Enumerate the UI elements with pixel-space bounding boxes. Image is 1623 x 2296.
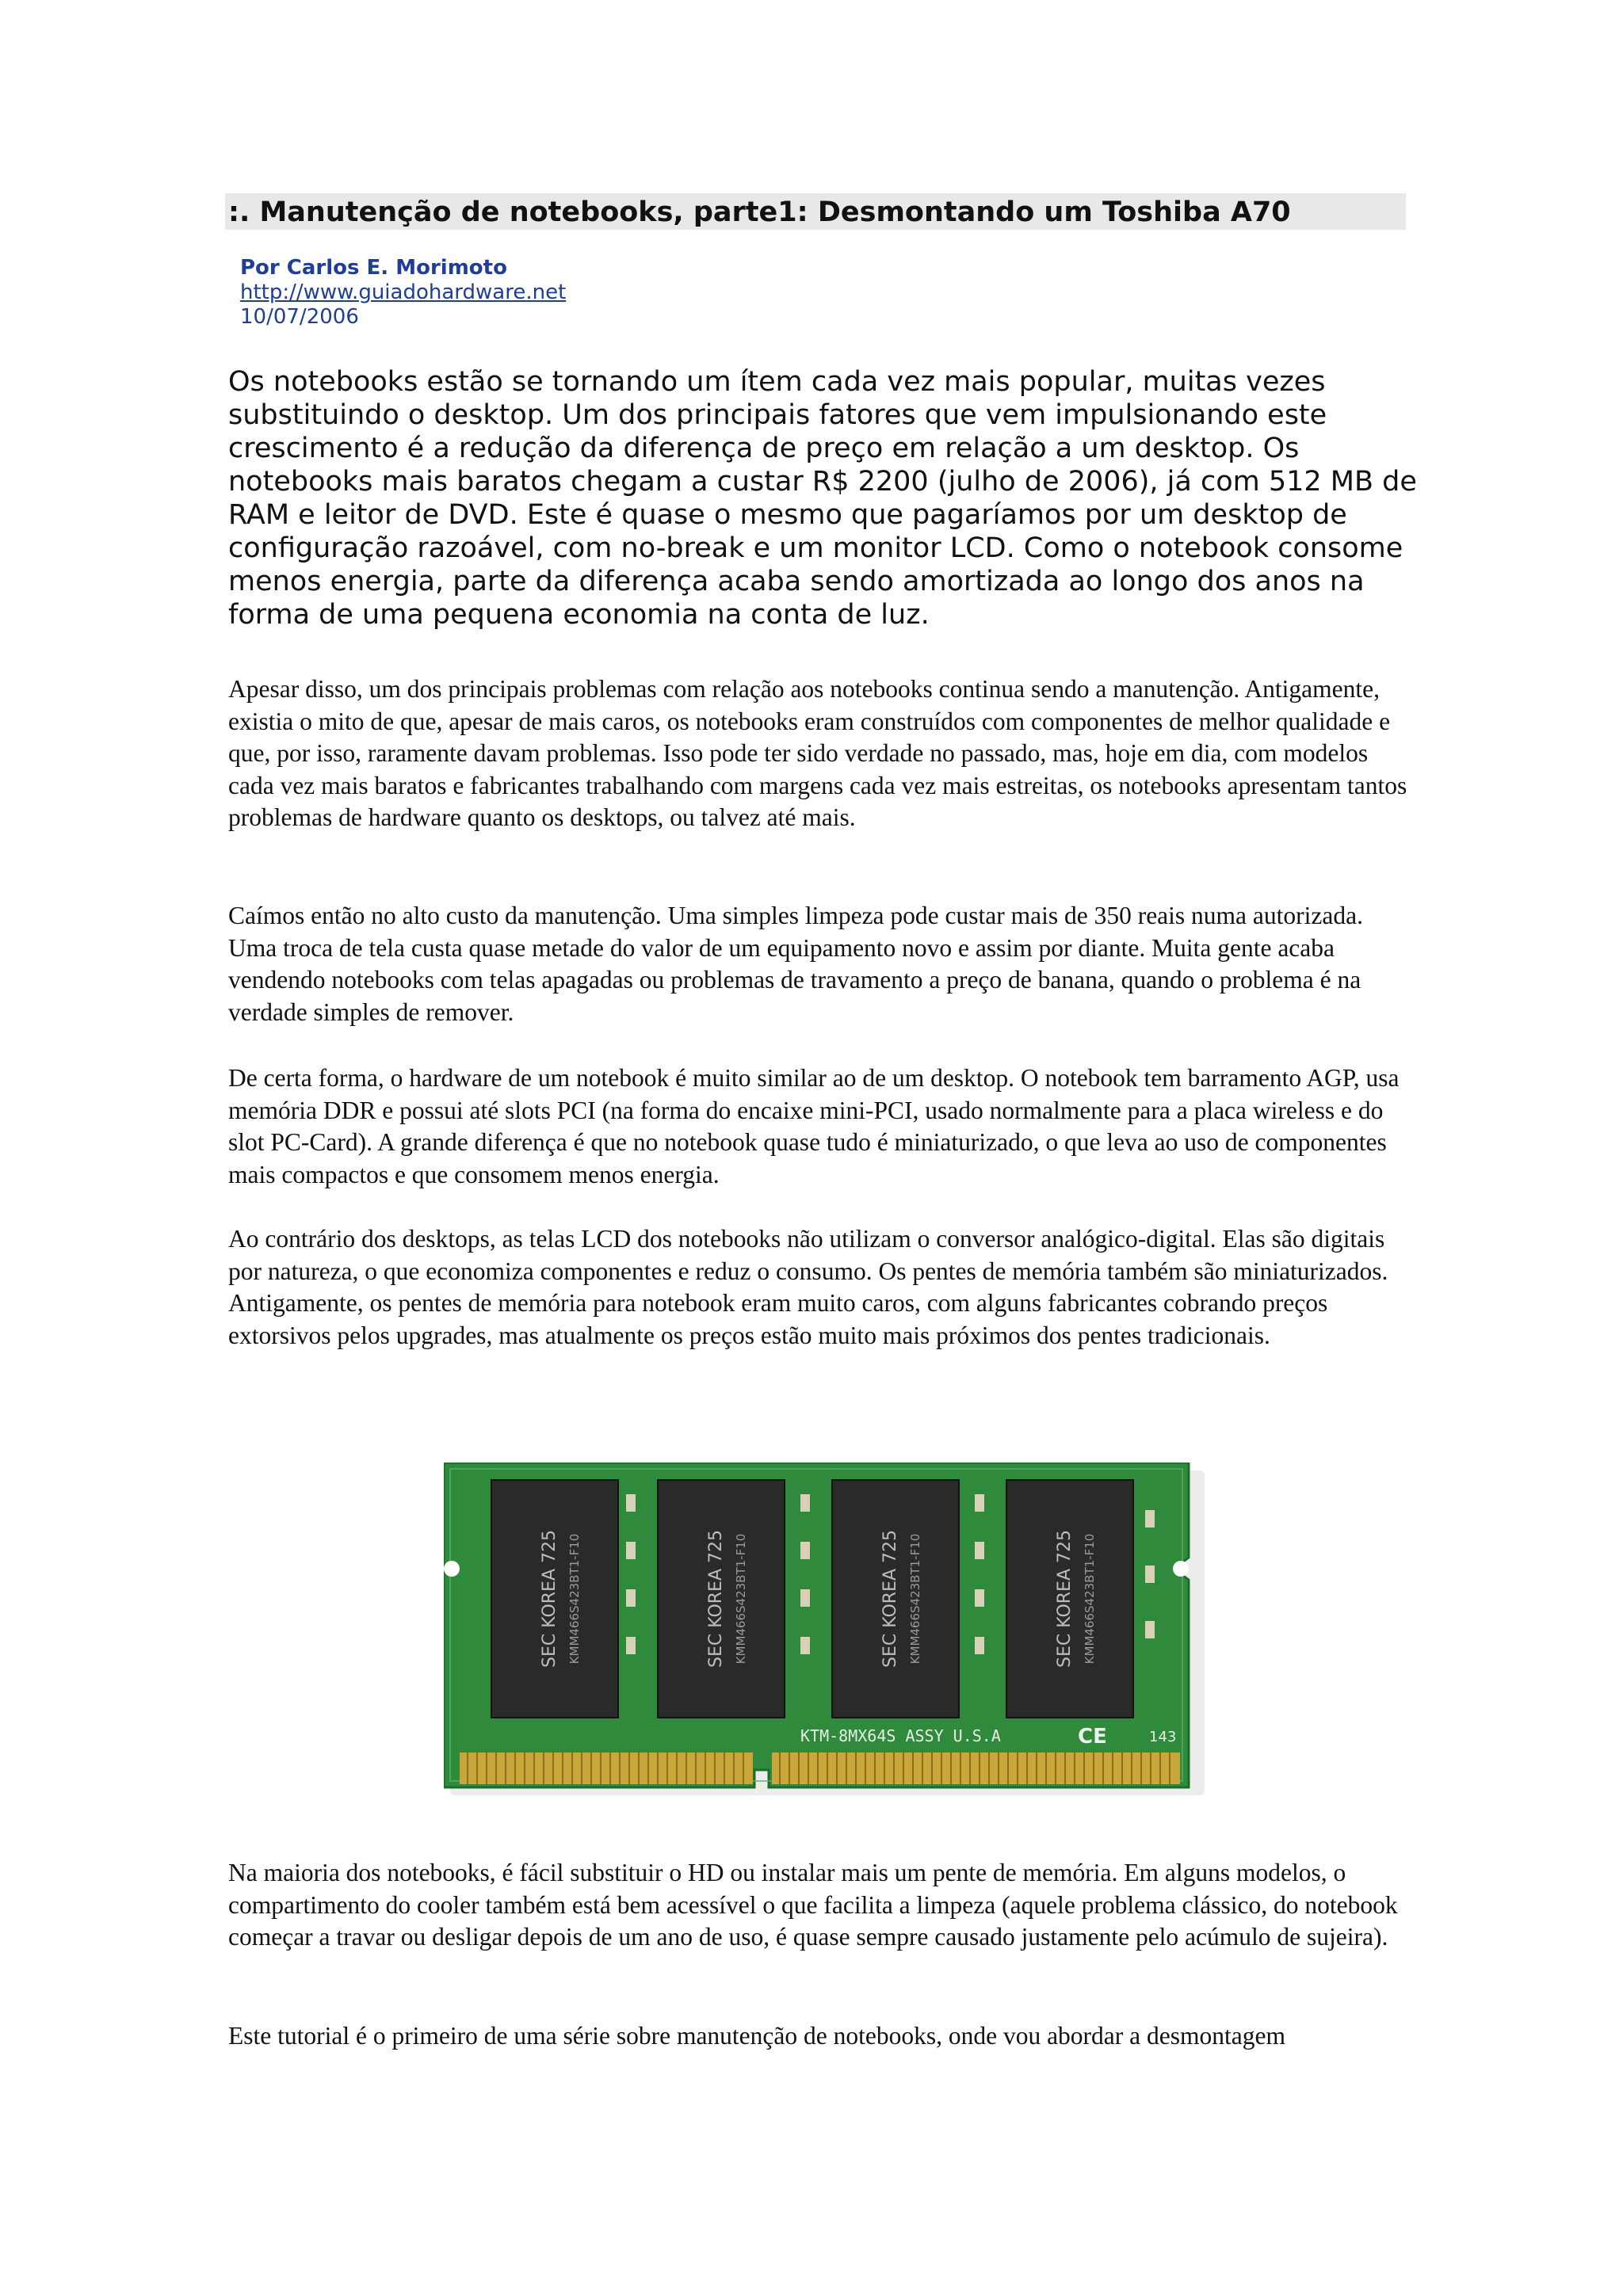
memory-module-image	[444, 1463, 1205, 1795]
paragraph-5: Na maioria dos notebooks, é fácil substituir o HD ou instalar mais um pente de memória. Em alguns modelos, o compartimento do cooler também está bem acessível o que facilita a limpeza (aquele problema clássico, do notebook começar a travar ou desligar depois de um ano de uso, é quase sempre causado justamente pelo acúmulo de sujeira).	[228, 1859, 1398, 1951]
svg-text:SEC KOREA 725: SEC KOREA 725	[1055, 1530, 1075, 1668]
byline	[240, 256, 566, 330]
svg-text:KMM466S423BT1-F10: KMM466S423BT1-F10	[1083, 1533, 1097, 1665]
author-name: Por Carlos E. Morimoto	[240, 256, 507, 280]
svg-text:SEC KOREA 725: SEC KOREA 725	[540, 1530, 559, 1668]
site-link[interactable]: http://www.guiadohardware.net	[240, 280, 567, 304]
paragraph-1: Apesar disso, um dos principais problemas com relação aos notebooks continua sendo a manutenção. Antigamente, existia o mito de que, apesar de mais caros, os notebooks eram construídos com componentes de melhor qualidade e que, por isso, raramente davam problemas. Isso pode ter sido verdade no passado, mas, hoje em dia, com modelos cada vez mais baratos e fabricantes trabalhando com margens cada vez mais estreitas, os notebooks apresentam tantos problemas de hardware quanto os desktops, ou talvez até mais.	[228, 675, 1407, 831]
article-title: :. Manutenção de notebooks, parte1: Desmontando um Toshiba A70	[228, 196, 1291, 228]
memory-chip-2	[658, 1480, 785, 1718]
svg-text:KMM466S423BT1-F10: KMM466S423BT1-F10	[908, 1533, 922, 1665]
paragraph-3: De certa forma, o hardware de um notebook é muito similar ao de um desktop. O notebook tem barramento AGP, usa memória DDR e possui até slots PCI (na forma do encaixe mini-PCI, usado normalmente para a placa wireless e do slot PC-Card). A grande diferença é que no notebook quase tudo é miniaturizado, o que leva ao uso de componentes mais compactos e que consomem menos energia.	[228, 1064, 1400, 1188]
publish-date: 10/07/2006	[240, 305, 359, 329]
board-marking: KTM-8MX64S ASSY U.S.A	[800, 1726, 1001, 1745]
gold-contacts	[460, 1753, 1180, 1784]
memory-module-illustration	[444, 1463, 1205, 1795]
svg-text:SEC KOREA 725: SEC KOREA 725	[880, 1530, 900, 1668]
ce-mark: CE	[1078, 1725, 1107, 1749]
memory-chip-4	[1006, 1480, 1133, 1718]
board-number: 143	[1149, 1729, 1177, 1745]
lead-paragraph: Os notebooks estão se tornando um ítem cada vez mais popular, muitas vezes substituindo o desktop. Um dos principais fatores que vem impulsionando este crescimento é a redução da diferença de preço em relação a um desktop. Os notebooks mais baratos chegam a custar R$ 2200 (julho de 2006), já com 512 MB de RAM e leitor de DVD. Este é quase o mesmo que pagaríamos por um desktop de configuração razoável, com no-break e um monitor LCD. Como o notebook consome menos energia, parte da diferença acaba sendo amortizada ao longo dos anos na forma de uma pequena economia na conta de luz.	[228, 366, 1417, 631]
memory-chip-3	[832, 1480, 959, 1718]
svg-text:SEC KOREA 725: SEC KOREA 725	[706, 1530, 726, 1668]
paragraph-6: Este tutorial é o primeiro de uma série sobre manutenção de notebooks, onde vou abordar a desmontagem	[228, 2022, 1285, 2050]
paragraph-2: Caímos então no alto custo da manutenção. Uma simples limpeza pode custar mais de 350 reais numa autorizada. Uma troca de tela custa quase metade do valor de um equipamento novo e assim por diante. Muita gente acaba vendendo notebooks com telas apagadas ou problemas de travamento a preço de banana, quando o problema é na verdade simples de remover.	[228, 902, 1363, 1026]
svg-text:KMM466S423BT1-F10: KMM466S423BT1-F10	[734, 1533, 748, 1665]
paragraph-4: Ao contrário dos desktops, as telas LCD dos notebooks não utilizam o conversor analógico-digital. Elas são digitais por natureza, o que economiza componentes e reduz o consumo. Os pentes de memória também são miniaturizados. Antigamente, os pentes de memória para notebook eram muito caros, com alguns fabricantes cobrando preços extorsivos pelos upgrades, mas atualmente os preços estão muito mais próximos dos pentes tradicionais.	[228, 1225, 1388, 1349]
svg-text:KMM466S423BT1-F10: KMM466S423BT1-F10	[567, 1533, 582, 1665]
memory-chip-1	[491, 1480, 618, 1718]
